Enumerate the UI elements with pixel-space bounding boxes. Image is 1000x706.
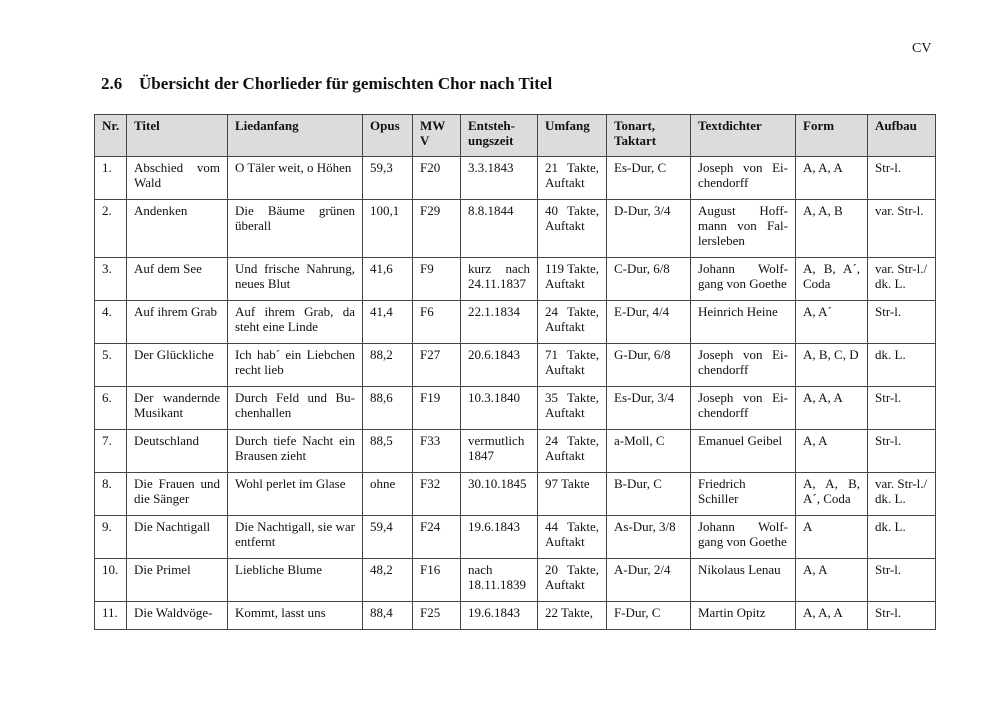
cell-nr: 9.: [95, 516, 127, 559]
cell-aufbau: Str-l.: [868, 301, 936, 344]
section-title: Übersicht der Chorlieder für gemischten Chor nach Titel: [139, 74, 553, 93]
cell-mwv: F27: [413, 344, 461, 387]
cell-titel: Die Nachtigall: [127, 516, 228, 559]
cell-titel: Die Primel: [127, 559, 228, 602]
cell-umfang: 22 Takte,: [538, 602, 607, 630]
table-row: [95, 387, 936, 430]
table-row: [95, 344, 936, 387]
cell-aufbau: var. Str-l./ dk. L.: [868, 258, 936, 301]
section-number: 2.6: [101, 74, 123, 93]
cell-form: A, A: [796, 559, 868, 602]
cell-aufbau: Str-l.: [868, 387, 936, 430]
cell-form: A, A´: [796, 301, 868, 344]
cell-entstehungszeit: vermutlich 1847: [461, 430, 538, 473]
cell-umfang: 71 Takte, Auftakt: [538, 344, 607, 387]
cell-mwv: F32: [413, 473, 461, 516]
cell-liedanfang: Kommt, lasst uns: [228, 602, 363, 630]
cell-nr: 1.: [95, 157, 127, 200]
cell-mwv: F29: [413, 200, 461, 258]
cell-nr: 8.: [95, 473, 127, 516]
cell-tonart: As-Dur, 3/8: [607, 516, 691, 559]
cell-titel: Auf dem See: [127, 258, 228, 301]
cell-umfang: 24 Takte, Auftakt: [538, 430, 607, 473]
cell-aufbau: Str-l.: [868, 157, 936, 200]
cell-form: A, A, A: [796, 157, 868, 200]
table-row: [95, 157, 936, 200]
cell-form: A, B, A´, Coda: [796, 258, 868, 301]
cell-aufbau: var. Str-l./ dk. L.: [868, 473, 936, 516]
cell-opus: ohne: [363, 473, 413, 516]
cell-opus: 48,2: [363, 559, 413, 602]
table-row: [95, 430, 936, 473]
header-textdichter: Textdichter: [691, 115, 796, 157]
cell-titel: Andenken: [127, 200, 228, 258]
cell-titel: Die Frauen und die Sänger: [127, 473, 228, 516]
header-mwv: MW V: [413, 115, 461, 157]
header-form: Form: [796, 115, 868, 157]
cell-tonart: F-Dur, C: [607, 602, 691, 630]
table-body: [95, 157, 936, 630]
cell-entstehungszeit: 10.3.1840: [461, 387, 538, 430]
header-umfang: Umfang: [538, 115, 607, 157]
table-row: [95, 258, 936, 301]
cell-tonart: a-Moll, C: [607, 430, 691, 473]
cell-titel: Auf ihrem Grab: [127, 301, 228, 344]
cell-mwv: F20: [413, 157, 461, 200]
cell-mwv: F9: [413, 258, 461, 301]
cell-aufbau: var. Str-l.: [868, 200, 936, 258]
cell-textdichter: Nikolaus Lenau: [691, 559, 796, 602]
cell-liedanfang: Liebliche Blume: [228, 559, 363, 602]
cell-textdichter: Johann Wolf- gang von Goethe: [691, 258, 796, 301]
cell-form: A, A: [796, 430, 868, 473]
cell-mwv: F25: [413, 602, 461, 630]
cell-liedanfang: Die Bäume grünen überall: [228, 200, 363, 258]
cell-liedanfang: O Täler weit, o Höhen: [228, 157, 363, 200]
cell-aufbau: dk. L.: [868, 344, 936, 387]
cell-nr: 7.: [95, 430, 127, 473]
cell-entstehungszeit: 22.1.1834: [461, 301, 538, 344]
cell-opus: 88,2: [363, 344, 413, 387]
cell-tonart: D-Dur, 3/4: [607, 200, 691, 258]
cell-textdichter: Johann Wolf- gang von Goethe: [691, 516, 796, 559]
cell-form: A, A, B: [796, 200, 868, 258]
cell-tonart: Es-Dur, C: [607, 157, 691, 200]
chorlieder-table: [94, 114, 936, 630]
cell-liedanfang: Durch tiefe Nacht ein Brausen zieht: [228, 430, 363, 473]
header-entstehungszeit: Entsteh- ungszeit: [461, 115, 538, 157]
cell-liedanfang: Durch Feld und Bu- chenhallen: [228, 387, 363, 430]
cell-form: A, A, A: [796, 602, 868, 630]
cell-liedanfang: Wohl perlet im Glase: [228, 473, 363, 516]
cell-textdichter: August Hoff- mann von Fal- lersleben: [691, 200, 796, 258]
cell-umfang: 40 Takte, Auftakt: [538, 200, 607, 258]
cell-titel: Abschied vom Wald: [127, 157, 228, 200]
cell-entstehungszeit: 3.3.1843: [461, 157, 538, 200]
cell-mwv: F33: [413, 430, 461, 473]
cell-umfang: 21 Takte, Auftakt: [538, 157, 607, 200]
cell-mwv: F19: [413, 387, 461, 430]
cell-entstehungszeit: kurz nach 24.11.1837: [461, 258, 538, 301]
cell-opus: 59,4: [363, 516, 413, 559]
header-aufbau: Aufbau: [868, 115, 936, 157]
cell-opus: 41,4: [363, 301, 413, 344]
cell-textdichter: Emanuel Geibel: [691, 430, 796, 473]
cell-umfang: 119 Takte, Auftakt: [538, 258, 607, 301]
cell-entstehungszeit: 8.8.1844: [461, 200, 538, 258]
header-liedanfang: Liedanfang: [228, 115, 363, 157]
cell-liedanfang: Auf ihrem Grab, da steht eine Linde: [228, 301, 363, 344]
cell-liedanfang: Die Nachtigall, sie war entfernt: [228, 516, 363, 559]
cell-aufbau: Str-l.: [868, 602, 936, 630]
cell-liedanfang: Und frische Nahrung, neues Blut: [228, 258, 363, 301]
cell-aufbau: Str-l.: [868, 559, 936, 602]
cell-nr: 10.: [95, 559, 127, 602]
cell-opus: 88,4: [363, 602, 413, 630]
cell-tonart: Es-Dur, 3/4: [607, 387, 691, 430]
cell-umfang: 35 Takte, Auftakt: [538, 387, 607, 430]
cell-textdichter: Heinrich Heine: [691, 301, 796, 344]
cell-entstehungszeit: 20.6.1843: [461, 344, 538, 387]
cell-entstehungszeit: nach 18.11.1839: [461, 559, 538, 602]
header-opus: Opus: [363, 115, 413, 157]
cell-form: A, A, B, A´, Coda: [796, 473, 868, 516]
cell-tonart: E-Dur, 4/4: [607, 301, 691, 344]
cell-tonart: B-Dur, C: [607, 473, 691, 516]
cell-umfang: 44 Takte, Auftakt: [538, 516, 607, 559]
cell-nr: 6.: [95, 387, 127, 430]
cell-textdichter: Joseph von Ei- chendorff: [691, 157, 796, 200]
cell-textdichter: Friedrich Schiller: [691, 473, 796, 516]
cell-tonart: C-Dur, 6/8: [607, 258, 691, 301]
header-titel: Titel: [127, 115, 228, 157]
table-row: [95, 516, 936, 559]
cell-titel: Die Waldvöge-: [127, 602, 228, 630]
cell-opus: 88,6: [363, 387, 413, 430]
cell-entstehungszeit: 19.6.1843: [461, 516, 538, 559]
cell-opus: 59,3: [363, 157, 413, 200]
cell-form: A: [796, 516, 868, 559]
section-heading: [101, 74, 552, 94]
cell-mwv: F16: [413, 559, 461, 602]
cell-mwv: F6: [413, 301, 461, 344]
cell-nr: 2.: [95, 200, 127, 258]
page-number: CV: [912, 41, 932, 56]
cell-entstehungszeit: 30.10.1845: [461, 473, 538, 516]
table-row: [95, 473, 936, 516]
table-row: [95, 602, 936, 630]
cell-textdichter: Martin Opitz: [691, 602, 796, 630]
cell-nr: 11.: [95, 602, 127, 630]
cell-form: A, A, A: [796, 387, 868, 430]
cell-nr: 4.: [95, 301, 127, 344]
cell-aufbau: dk. L.: [868, 516, 936, 559]
table-row: [95, 559, 936, 602]
cell-form: A, B, C, D: [796, 344, 868, 387]
cell-opus: 41,6: [363, 258, 413, 301]
cell-liedanfang: Ich hab´ ein Liebchen recht lieb: [228, 344, 363, 387]
cell-textdichter: Joseph von Ei- chendorff: [691, 387, 796, 430]
cell-titel: Der wandernde Musikant: [127, 387, 228, 430]
cell-tonart: G-Dur, 6/8: [607, 344, 691, 387]
cell-tonart: A-Dur, 2/4: [607, 559, 691, 602]
header-nr: Nr.: [95, 115, 127, 157]
cell-umfang: 20 Takte, Auftakt: [538, 559, 607, 602]
header-tonart: Tonart, Taktart: [607, 115, 691, 157]
cell-mwv: F24: [413, 516, 461, 559]
table-row: [95, 301, 936, 344]
cell-umfang: 97 Takte: [538, 473, 607, 516]
cell-entstehungszeit: 19.6.1843: [461, 602, 538, 630]
table-header-row: [95, 115, 936, 157]
cell-nr: 3.: [95, 258, 127, 301]
cell-opus: 100,1: [363, 200, 413, 258]
cell-nr: 5.: [95, 344, 127, 387]
cell-opus: 88,5: [363, 430, 413, 473]
cell-umfang: 24 Takte, Auftakt: [538, 301, 607, 344]
cell-titel: Der Glückliche: [127, 344, 228, 387]
cell-textdichter: Joseph von Ei- chendorff: [691, 344, 796, 387]
table-row: [95, 200, 936, 258]
cell-aufbau: Str-l.: [868, 430, 936, 473]
cell-titel: Deutschland: [127, 430, 228, 473]
